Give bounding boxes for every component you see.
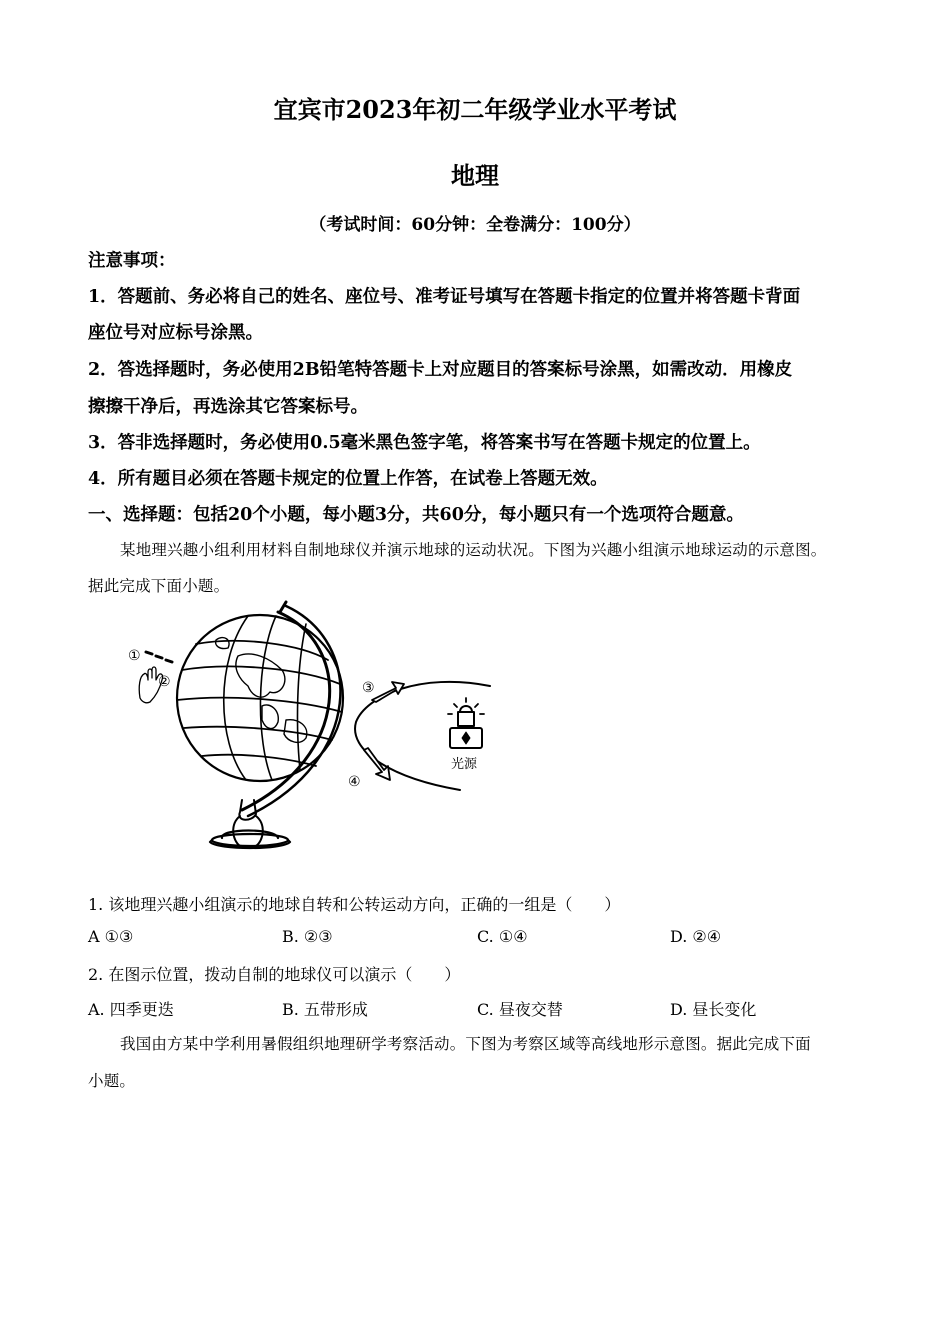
question-1-option-b: B. ②③ — [282, 927, 333, 946]
direction-label-4: ④ — [348, 774, 361, 790]
passage-2-line-1: 我国由方某中学利用暑假组织地理研学考察活动。下图为考察区域等高线地形示意图。据此完成下面 — [120, 1035, 811, 1053]
subject-title: 地理 — [451, 161, 499, 190]
notice-item-1-line-2: 座位号对应标号涂黑。 — [88, 323, 263, 343]
notice-item-3: 3．答非选择题时，务必使用0.5毫米黑色签字笔，将答案书写在答题卡规定的位置上。 — [88, 433, 761, 453]
light-source-icon — [448, 698, 484, 748]
question-1-option-c: C. ①④ — [477, 927, 528, 946]
page-title: 宜宾市2023年初二年级学业水平考试 — [273, 95, 677, 124]
notice-heading: 注意事项： — [88, 251, 176, 271]
notice-item-1-line-1: 1．答题前、务必将自己的姓名、座位号、准考证号填写在答题卡指定的位置并将答题卡背面 — [88, 287, 801, 307]
direction-label-2: ② — [158, 674, 171, 690]
question-2-option-a: A. 四季更迭 — [88, 1000, 174, 1019]
section-1-heading: 一、选择题：包括20个小题，每小题3分，共60分，每小题只有一个选项符合题意。 — [88, 505, 744, 525]
intro-line-1: 某地理兴趣小组利用材料自制地球仪并演示地球的运动状况。下图为兴趣小组演示地球运动的示意图。 — [120, 541, 827, 559]
direction-label-3: ③ — [362, 680, 375, 696]
notice-item-2-line-2: 擦擦干净后，再选涂其它答案标号。 — [88, 397, 368, 417]
globe-figure — [120, 600, 500, 870]
question-2-option-c: C. 昼夜交替 — [477, 1000, 563, 1019]
question-2-stem: 2. 在图示位置，拨动自制的地球仪可以演示（ ） — [88, 965, 461, 984]
passage-2-line-2: 小题。 — [88, 1072, 136, 1090]
question-1-option-a: A ①③ — [88, 927, 134, 946]
direction-label-1: ① — [128, 648, 141, 664]
question-1-stem: 1. 该地理兴趣小组演示的地球自转和公转运动方向，正确的一组是（ ） — [88, 895, 621, 914]
intro-line-2: 据此完成下面小题。 — [88, 577, 230, 595]
exam-info: （考试时间：60分钟：全卷满分：100分） — [309, 215, 641, 235]
question-1-option-d: D. ②④ — [670, 927, 722, 946]
notice-item-4: 4．所有题目必须在答题卡规定的位置上作答，在试卷上答题无效。 — [88, 469, 608, 489]
question-2-option-b: B. 五带形成 — [282, 1000, 368, 1019]
question-2-option-d: D. 昼长变化 — [670, 1000, 757, 1019]
light-source-label: 光源 — [451, 757, 478, 772]
notice-item-2-line-1: 2．答选择题时，务必使用2B铅笔特答题卡上对应题目的答案标号涂黑，如需改动．用橡皮 — [88, 360, 793, 380]
